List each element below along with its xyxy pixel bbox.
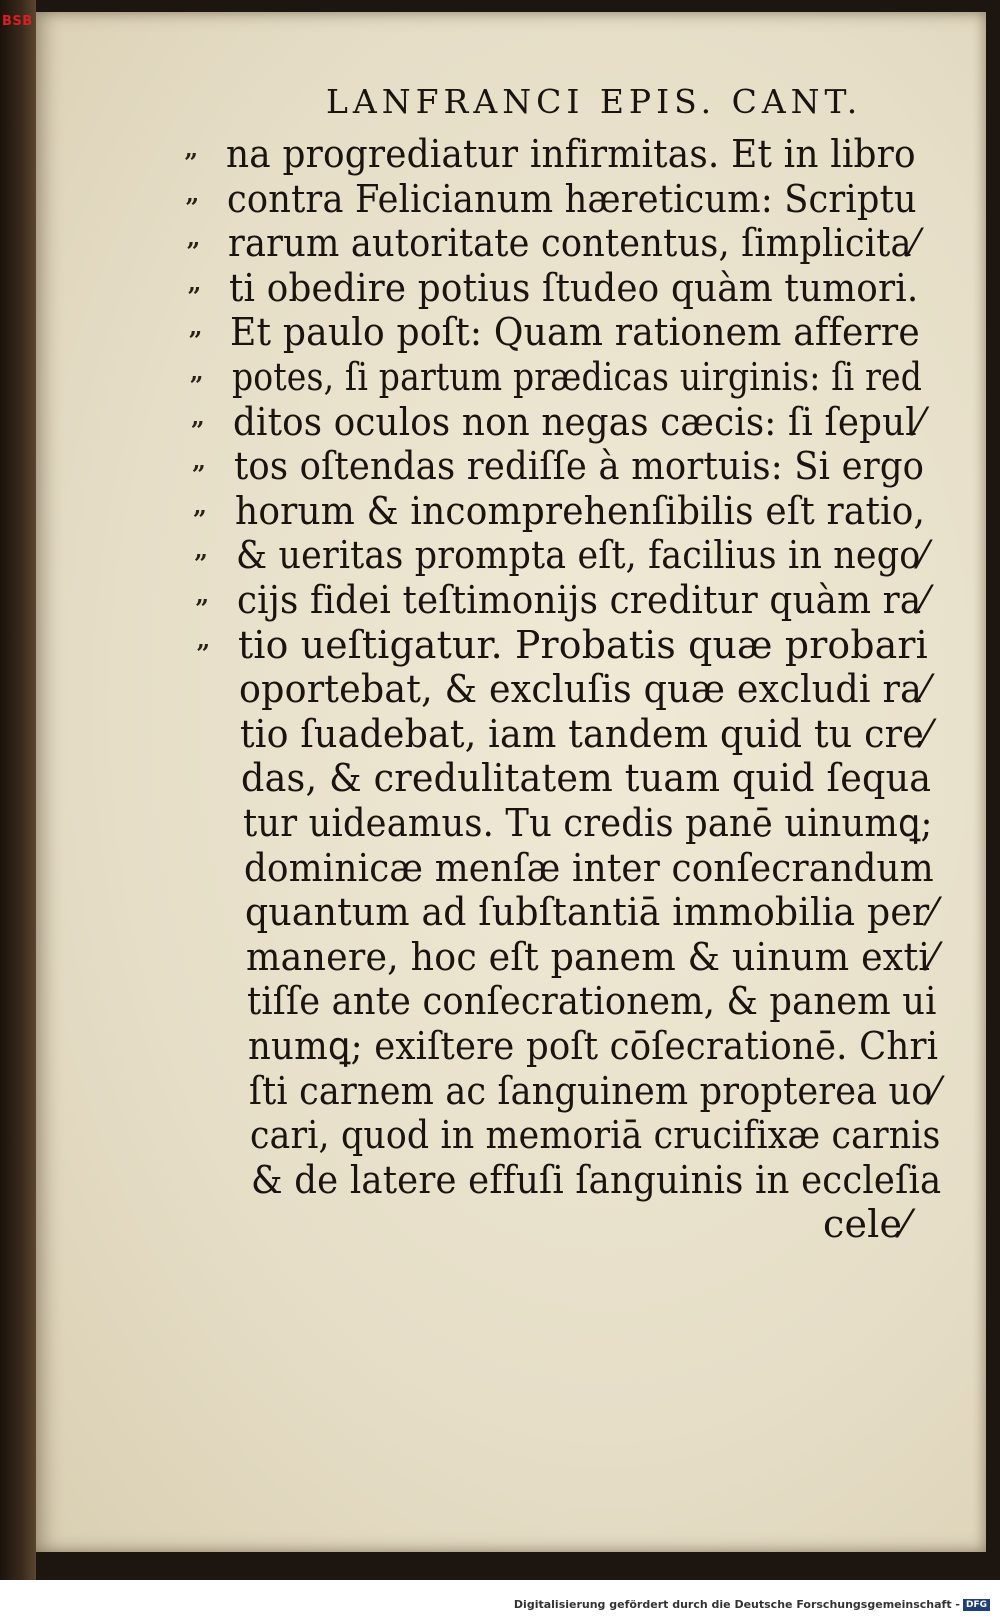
text-line: das, & credulitatem tuam quid ſequa	[241, 756, 932, 801]
quotation-mark: ”	[189, 371, 204, 400]
quotation-mark: ”	[185, 192, 199, 222]
text-line: tos oſtendas rediſſe à mortuis: Si ergo	[233, 444, 924, 489]
quotation-mark: ”	[190, 415, 205, 445]
text-line: tur uideamus. Tu credis panē uinumꝗ;	[242, 801, 933, 845]
quotation-mark: ”	[186, 237, 200, 267]
text-line: & ueritas prompta eſt, facilius in nego⁄	[235, 533, 927, 578]
text-line: numꝗ; exiſtere poſt cōſecrationē. Chri	[248, 1024, 939, 1068]
text-line: contra Felicianum hæreticum: Scriptu	[227, 176, 917, 221]
quotation-mark: ”	[184, 148, 198, 177]
quotation-mark: ”	[192, 504, 207, 534]
bsb-badge: BSB	[2, 14, 33, 29]
text-line: Et paulo poſt: Quam rationem afferre	[230, 310, 921, 355]
text-line: tio ueſtigatur. Probatis quæ probari	[238, 622, 928, 667]
footer-credit	[514, 1598, 990, 1611]
quotation-mark: ”	[193, 549, 208, 579]
text-line: & de latere effuſi ſanguinis in eccleſia	[251, 1157, 942, 1202]
text-line: na progrediatur infirmitas. Et in libro	[226, 132, 916, 176]
quotation-mark: ”	[187, 281, 202, 311]
text-line: tiſſe ante conſecrationem, & panem ui	[246, 979, 937, 1024]
book-page	[36, 12, 986, 1552]
text-line: cele⁄	[823, 1202, 909, 1247]
running-head: LANFRANCI EPIS. CANT.	[326, 82, 863, 121]
book-gutter	[0, 0, 36, 1580]
quotation-mark: ”	[195, 594, 209, 623]
text-line: tio ſuadebat, iam tandem quid tu cre⁄	[240, 711, 931, 756]
text-line: ti obedire potius ſtudeo quàm tumori.	[229, 265, 919, 310]
text-line: cari, quod in memoriā crucifixæ carnis	[250, 1113, 941, 1158]
text-line: ditos oculos non negas cæcis: ſi ſepul⁄	[232, 399, 923, 444]
text-line: ſti carnem ac ſanguinem propterea uo⁄	[249, 1068, 939, 1113]
quotation-mark: ”	[191, 460, 206, 490]
text-line: dominicæ menſæ inter conſecrandum	[243, 845, 934, 890]
text-line: horum & incomprehenſibilis eſt ratio,	[234, 488, 925, 533]
text-line: rarum autoritate contentus, ſimplicita⁄	[228, 221, 918, 266]
text-line: manere, hoc eſt panem & uinum exti⁄	[245, 934, 937, 979]
footer-text: Digitalisierung gefördert durch die Deutsche Forschungsgemeinschaft -	[513, 1598, 960, 1611]
text-line: quantum ad ſubſtantiā immobilia per⁄	[244, 890, 936, 935]
dfg-logo: DFG	[963, 1599, 990, 1611]
quotation-mark: ”	[196, 638, 210, 668]
text-line: potes, ſi partum prædicas uirginis: ſi red	[231, 355, 922, 399]
text-line: cijs fidei teſtimonijs creditur quàm ra⁄	[237, 578, 928, 622]
quotation-mark: ”	[188, 326, 203, 356]
text-line: oportebat, & excluſis quæ excludi ra⁄	[239, 667, 929, 712]
